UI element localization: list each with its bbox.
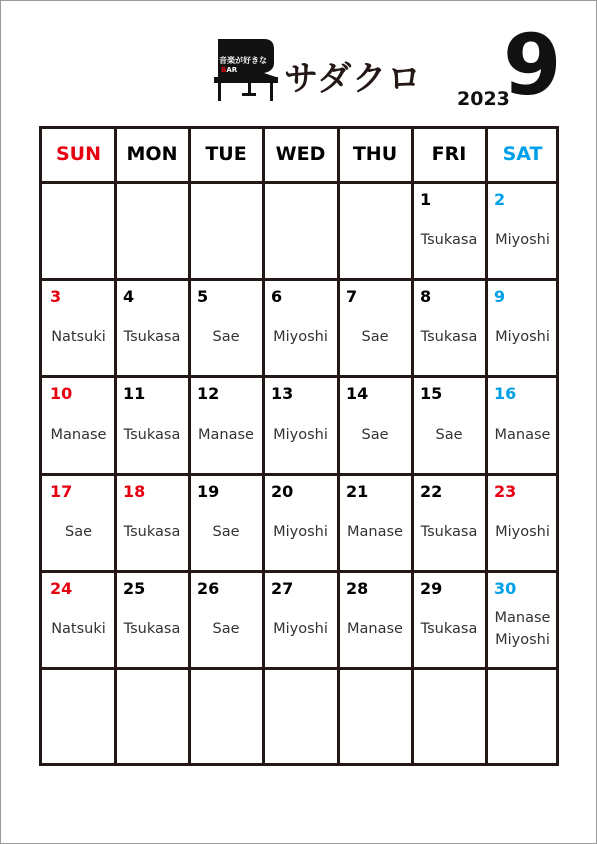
grid-row-divider — [42, 278, 556, 281]
staff-name: Miyoshi — [273, 523, 328, 540]
staff-name: Tsukasa — [123, 523, 181, 540]
staff-names — [42, 618, 115, 640]
day-number: 13 — [271, 384, 294, 403]
staff-name: Manase — [347, 523, 403, 540]
staff-names — [412, 618, 486, 640]
day-number: 6 — [271, 287, 283, 306]
weekday-header-wed: WED — [275, 143, 326, 165]
day-number: 19 — [197, 482, 220, 501]
staff-names — [486, 229, 559, 251]
staff-names — [189, 326, 263, 348]
staff-name: Manase — [494, 426, 551, 443]
day-number: 17 — [50, 482, 73, 501]
day-number: 3 — [50, 287, 62, 306]
staff-name: Miyoshi — [495, 632, 550, 649]
day-number: 4 — [123, 287, 135, 306]
weekday-header-fri: FRI — [431, 143, 467, 165]
day-number: 1 — [420, 190, 432, 209]
staff-names — [412, 521, 486, 543]
grid-row-divider — [42, 570, 556, 573]
staff-name: Tsukasa — [123, 328, 181, 345]
staff-name: Miyoshi — [495, 328, 550, 345]
staff-names — [486, 424, 559, 446]
staff-names — [263, 618, 338, 640]
weekday-header-sun: SUN — [55, 143, 101, 165]
staff-names — [42, 326, 115, 348]
staff-names — [42, 424, 115, 446]
staff-name: Sae — [212, 620, 240, 637]
day-number: 5 — [197, 287, 209, 306]
day-number: 2 — [494, 190, 506, 209]
staff-name: Manase — [198, 426, 254, 443]
brand-bar-rest: AR — [226, 66, 238, 74]
staff-names — [263, 424, 338, 446]
day-number: 10 — [50, 384, 73, 403]
staff-names — [115, 618, 189, 640]
day-number: 22 — [420, 482, 443, 501]
staff-name: Tsukasa — [123, 426, 181, 443]
day-number: 8 — [420, 287, 432, 306]
staff-names — [115, 424, 189, 446]
staff-names — [42, 521, 115, 543]
staff-names — [338, 424, 412, 446]
day-number: 26 — [197, 579, 220, 598]
day-number: 15 — [420, 384, 443, 403]
staff-name: Natsuki — [51, 328, 106, 345]
staff-name: Tsukasa — [420, 231, 478, 248]
weekday-header-sat: SAT — [502, 143, 543, 165]
staff-names — [189, 618, 263, 640]
staff-name: Sae — [212, 523, 240, 540]
brand-tagline: 音楽が好きな — [219, 56, 267, 65]
staff-name: Sae — [361, 328, 389, 345]
staff-name: Sae — [64, 523, 92, 540]
day-number: 25 — [123, 579, 146, 598]
day-number: 12 — [197, 384, 220, 403]
staff-names — [412, 424, 486, 446]
staff-name: Sae — [435, 426, 463, 443]
brand-bar-first: B — [221, 66, 227, 74]
day-number: 30 — [494, 579, 517, 598]
staff-names — [263, 326, 338, 348]
staff-names — [189, 521, 263, 543]
staff-names — [115, 521, 189, 543]
weekday-header-tue: TUE — [205, 143, 247, 165]
staff-name: Tsukasa — [420, 328, 478, 345]
staff-name: Miyoshi — [273, 620, 328, 637]
staff-names — [486, 326, 559, 348]
staff-name: Manase — [50, 426, 107, 443]
staff-names — [338, 521, 412, 543]
staff-names — [263, 521, 338, 543]
staff-names — [115, 326, 189, 348]
weekday-header-mon: MON — [126, 143, 178, 165]
grid-row-divider — [42, 667, 556, 670]
day-number: 7 — [346, 287, 358, 306]
staff-name: Miyoshi — [273, 328, 328, 345]
staff-names — [412, 326, 486, 348]
day-number: 16 — [494, 384, 517, 403]
day-number: 9 — [494, 287, 506, 306]
day-number: 18 — [123, 482, 146, 501]
staff-name: Miyoshi — [495, 523, 550, 540]
day-number: 21 — [346, 482, 369, 501]
staff-name: Miyoshi — [495, 231, 550, 248]
staff-name: Sae — [212, 328, 240, 345]
staff-names — [486, 607, 559, 652]
day-number: 20 — [271, 482, 294, 501]
staff-names — [338, 326, 412, 348]
day-number: 27 — [271, 579, 294, 598]
grid-row-divider — [42, 473, 556, 476]
day-number: 24 — [50, 579, 73, 598]
staff-names — [338, 618, 412, 640]
day-number: 23 — [494, 482, 517, 501]
staff-name: Tsukasa — [420, 620, 478, 637]
staff-names — [412, 229, 486, 251]
brand-logo — [204, 37, 423, 107]
staff-names — [189, 424, 263, 446]
day-number: 28 — [346, 579, 369, 598]
calendar-grid — [39, 126, 559, 766]
calendar-month: 9 — [503, 16, 562, 114]
staff-name: Sae — [361, 426, 389, 443]
staff-name: Manase — [494, 609, 551, 626]
grid-row-divider — [42, 375, 556, 378]
weekday-header-thu: THU — [352, 143, 398, 165]
grid-row-divider — [42, 181, 556, 184]
day-number: 11 — [123, 384, 146, 403]
staff-name: Tsukasa — [123, 620, 181, 637]
day-number: 29 — [420, 579, 443, 598]
staff-name: Tsukasa — [420, 523, 478, 540]
staff-name: Natsuki — [51, 620, 106, 637]
staff-name: Miyoshi — [273, 426, 328, 443]
brand-bar-label — [221, 66, 237, 74]
staff-names — [486, 521, 559, 543]
brand-name: サダクロ — [284, 59, 423, 99]
calendar-year: 2023 — [457, 88, 510, 110]
day-number: 14 — [346, 384, 369, 403]
staff-name: Manase — [347, 620, 403, 637]
